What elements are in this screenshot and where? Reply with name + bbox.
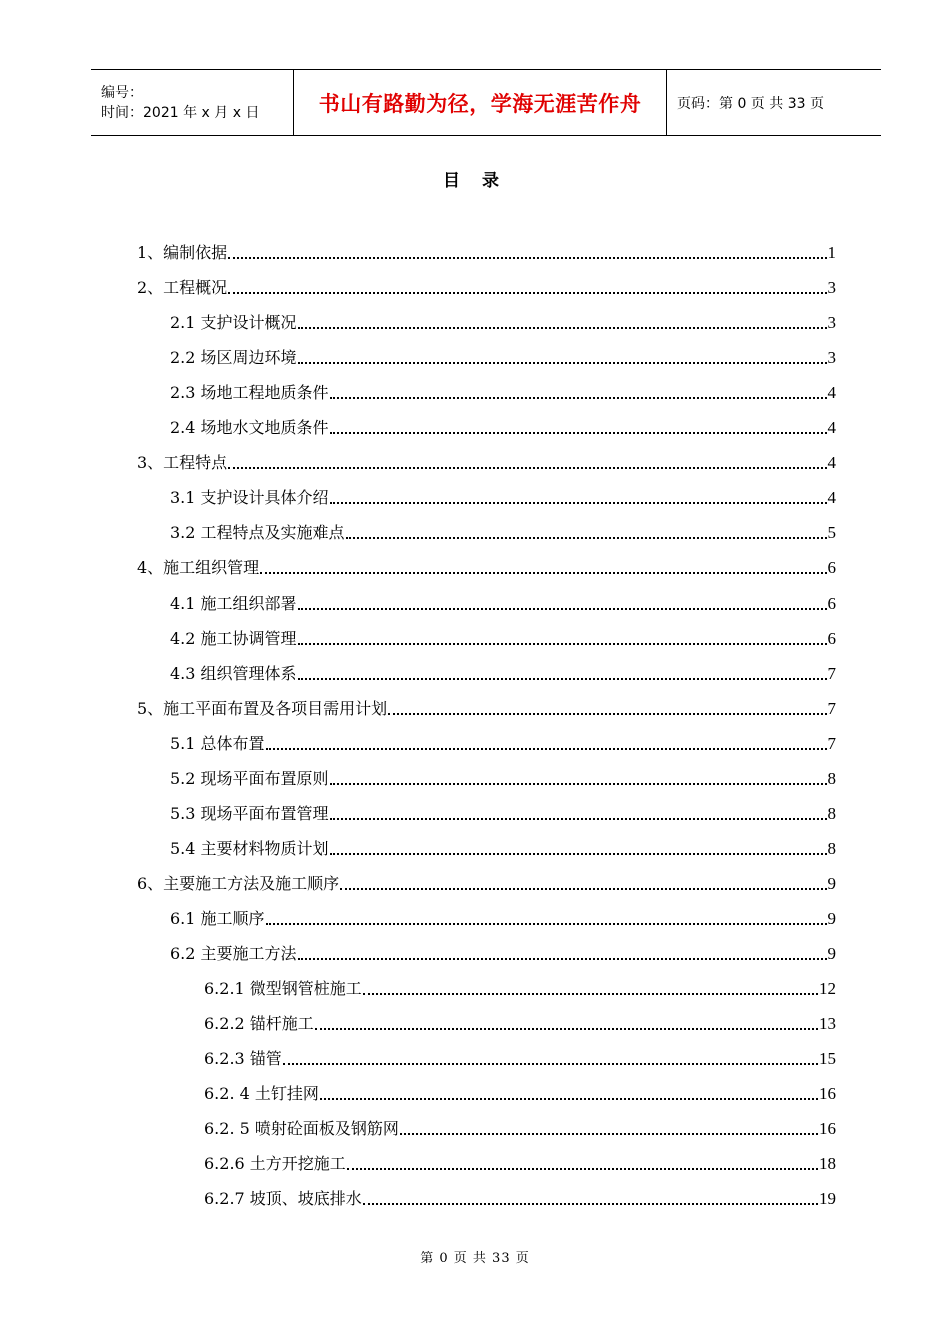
toc-entry[interactable]: [204, 1075, 836, 1105]
toc-entry[interactable]: [204, 1180, 836, 1210]
toc-entry[interactable]: [170, 795, 836, 825]
toc-entry-page: 4: [827, 488, 836, 508]
toc-entry-label: 5.1 总体布置: [170, 733, 265, 753]
toc-entry[interactable]: [170, 830, 836, 860]
toc-entry-page: 7: [827, 733, 836, 753]
header-motto: 书山有路勤为径，学海无涯苦作舟: [318, 91, 642, 116]
toc-leader-dots: [330, 818, 827, 820]
toc-entry-label: 4、施工组织管理: [137, 558, 260, 578]
toc-entry-page: 15: [819, 1049, 836, 1069]
document-number-label: 编号：: [101, 84, 143, 101]
toc-entry[interactable]: [170, 760, 836, 790]
toc-leader-dots: [298, 327, 827, 329]
toc-entry[interactable]: [204, 1005, 836, 1035]
toc-entry-page: 3: [827, 313, 836, 333]
toc-leader-dots: [320, 1098, 818, 1100]
toc-leader-dots: [330, 432, 827, 434]
toc-entry[interactable]: [137, 549, 836, 579]
toc-entry-page: 1: [827, 243, 836, 262]
toc-entry-page: 16: [819, 1119, 836, 1139]
toc-leader-dots: [298, 958, 827, 960]
toc-leader-dots: [228, 257, 826, 259]
toc-entry-label: 6.1 施工顺序: [170, 908, 265, 928]
toc-entry-page: 13: [819, 1014, 836, 1034]
toc-entry[interactable]: [170, 935, 836, 965]
toc-entry-label: 5.2 现场平面布置原则: [170, 768, 329, 788]
toc-entry[interactable]: [137, 690, 836, 720]
toc-entry-label: 2.4 场地水文地质条件: [170, 418, 329, 438]
toc-entry[interactable]: [170, 620, 836, 650]
toc-entry-label: 6.2. 5 喷射砼面板及钢筋网: [204, 1119, 399, 1139]
toc-entry[interactable]: [204, 1145, 836, 1175]
toc-entry-label: 5.4 主要材料物质计划: [170, 838, 329, 858]
toc-entry[interactable]: [170, 725, 836, 755]
toc-leader-dots: [315, 1028, 818, 1030]
toc-entry-label: 2.1 支护设计概况: [170, 313, 297, 333]
toc-entry[interactable]: [170, 409, 836, 439]
toc-entry-page: 3: [827, 348, 836, 368]
header-meta: [91, 70, 293, 135]
toc-entry-label: 3、工程特点: [137, 453, 228, 473]
toc-entry[interactable]: [170, 900, 836, 930]
toc-entry-label: 6.2.1 微型钢管桩施工: [204, 979, 362, 999]
toc-entry-page: 4: [827, 418, 836, 438]
toc-entry[interactable]: [170, 304, 836, 334]
toc-entry-label: 2.3 场地工程地质条件: [170, 383, 329, 403]
toc-leader-dots: [260, 572, 826, 574]
toc-entry-page: 8: [827, 803, 836, 823]
toc-entry-label: 1、编制依据: [137, 243, 228, 262]
toc-leader-dots: [298, 608, 827, 610]
toc-entry-label: 4.2 施工协调管理: [170, 628, 297, 648]
toc-entry-label: 2.2 场区周边环境: [170, 348, 297, 368]
toc-entry-page: 6: [827, 558, 836, 578]
toc-entry-page: 5: [827, 523, 836, 543]
page-footer: 第 0 页 共 33 页: [420, 1251, 530, 1266]
toc-entry-page: 8: [827, 768, 836, 788]
toc-entry[interactable]: [204, 970, 836, 1000]
toc-leader-dots: [228, 467, 826, 469]
toc-entry-page: 18: [819, 1154, 836, 1174]
toc-entry-page: 4: [827, 453, 836, 473]
toc-entry[interactable]: [204, 1040, 836, 1070]
toc-entry-label: 3.2 工程特点及实施难点: [170, 523, 345, 543]
toc-leader-dots: [266, 748, 827, 750]
toc-entry-label: 6.2.7 坡顶、坡底排水: [204, 1189, 362, 1209]
toc-leader-dots: [330, 853, 827, 855]
toc-entry-page: 3: [827, 278, 836, 298]
toc-entry[interactable]: [170, 339, 836, 369]
header-page-label: 页码：第 0 页 共 33 页: [677, 95, 824, 112]
toc-entry-label: 4.1 施工组织部署: [170, 593, 297, 613]
toc-leader-dots: [363, 1203, 818, 1205]
toc-leader-dots: [330, 783, 827, 785]
toc-entry[interactable]: [170, 655, 836, 685]
toc-entry-label: 6.2 主要施工方法: [170, 944, 297, 963]
toc-entry[interactable]: [137, 269, 836, 299]
toc-entry-label: 3.1 支护设计具体介绍: [170, 488, 329, 508]
toc-entry-label: 6.2.2 锚杆施工: [204, 1014, 314, 1034]
toc-title: 目 录: [443, 171, 507, 191]
toc-entry-page: 4: [827, 383, 836, 403]
toc-leader-dots: [283, 1063, 818, 1065]
toc-leader-dots: [388, 713, 826, 715]
toc-leader-dots: [363, 993, 818, 995]
toc-leader-dots: [347, 1168, 818, 1170]
toc-leader-dots: [400, 1133, 818, 1135]
toc-leader-dots: [346, 537, 827, 539]
toc-entry[interactable]: [137, 865, 836, 895]
toc-leader-dots: [298, 678, 827, 680]
toc-entry-label: 2、工程概况: [137, 278, 228, 298]
toc-entry-page: 7: [827, 698, 836, 718]
header-motto-cell: [293, 70, 667, 135]
toc-entry-page: 19: [819, 1189, 836, 1209]
toc-entry-page: 8: [827, 838, 836, 858]
toc-leader-dots: [266, 923, 827, 925]
toc-entry[interactable]: [170, 374, 836, 404]
toc-entry[interactable]: [170, 479, 836, 509]
toc-leader-dots: [298, 643, 827, 645]
toc-entry-label: 6、主要施工方法及施工顺序: [137, 873, 340, 893]
document-time-label: 时间：2021 年 x 月 x 日: [101, 104, 260, 121]
toc-entry[interactable]: [137, 234, 836, 264]
toc-entry-page: 9: [827, 944, 836, 963]
header-page-cell: [667, 70, 881, 135]
toc-entry-page: 12: [819, 979, 836, 999]
toc-entry-page: 6: [827, 628, 836, 648]
toc-entry-label: 6.2. 4 土钉挂网: [204, 1084, 319, 1104]
toc-entry-page: 7: [827, 663, 836, 683]
toc-entry-page: 9: [827, 908, 836, 928]
toc-entry-page: 9: [827, 873, 836, 893]
toc-leader-dots: [228, 292, 826, 294]
toc-leader-dots: [340, 888, 826, 890]
toc-entry-label: 5、施工平面布置及各项目需用计划: [137, 698, 388, 718]
toc-entry[interactable]: [204, 1110, 836, 1140]
toc-entry-page: 6: [827, 593, 836, 613]
page-header: [91, 69, 881, 136]
toc-entry-label: 5.3 现场平面布置管理: [170, 803, 329, 823]
toc-entry-label: 4.3 组织管理体系: [170, 663, 297, 683]
toc-entry-label: 6.2.6 土方开挖施工: [204, 1154, 346, 1174]
toc-entry-page: 16: [819, 1084, 836, 1104]
toc-leader-dots: [330, 502, 827, 504]
toc-entry[interactable]: [137, 444, 836, 474]
toc-entry[interactable]: [170, 585, 836, 615]
toc-entry-label: 6.2.3 锚管: [204, 1049, 282, 1069]
toc-entry[interactable]: [170, 514, 836, 544]
toc-leader-dots: [298, 362, 827, 364]
toc-leader-dots: [330, 397, 827, 399]
